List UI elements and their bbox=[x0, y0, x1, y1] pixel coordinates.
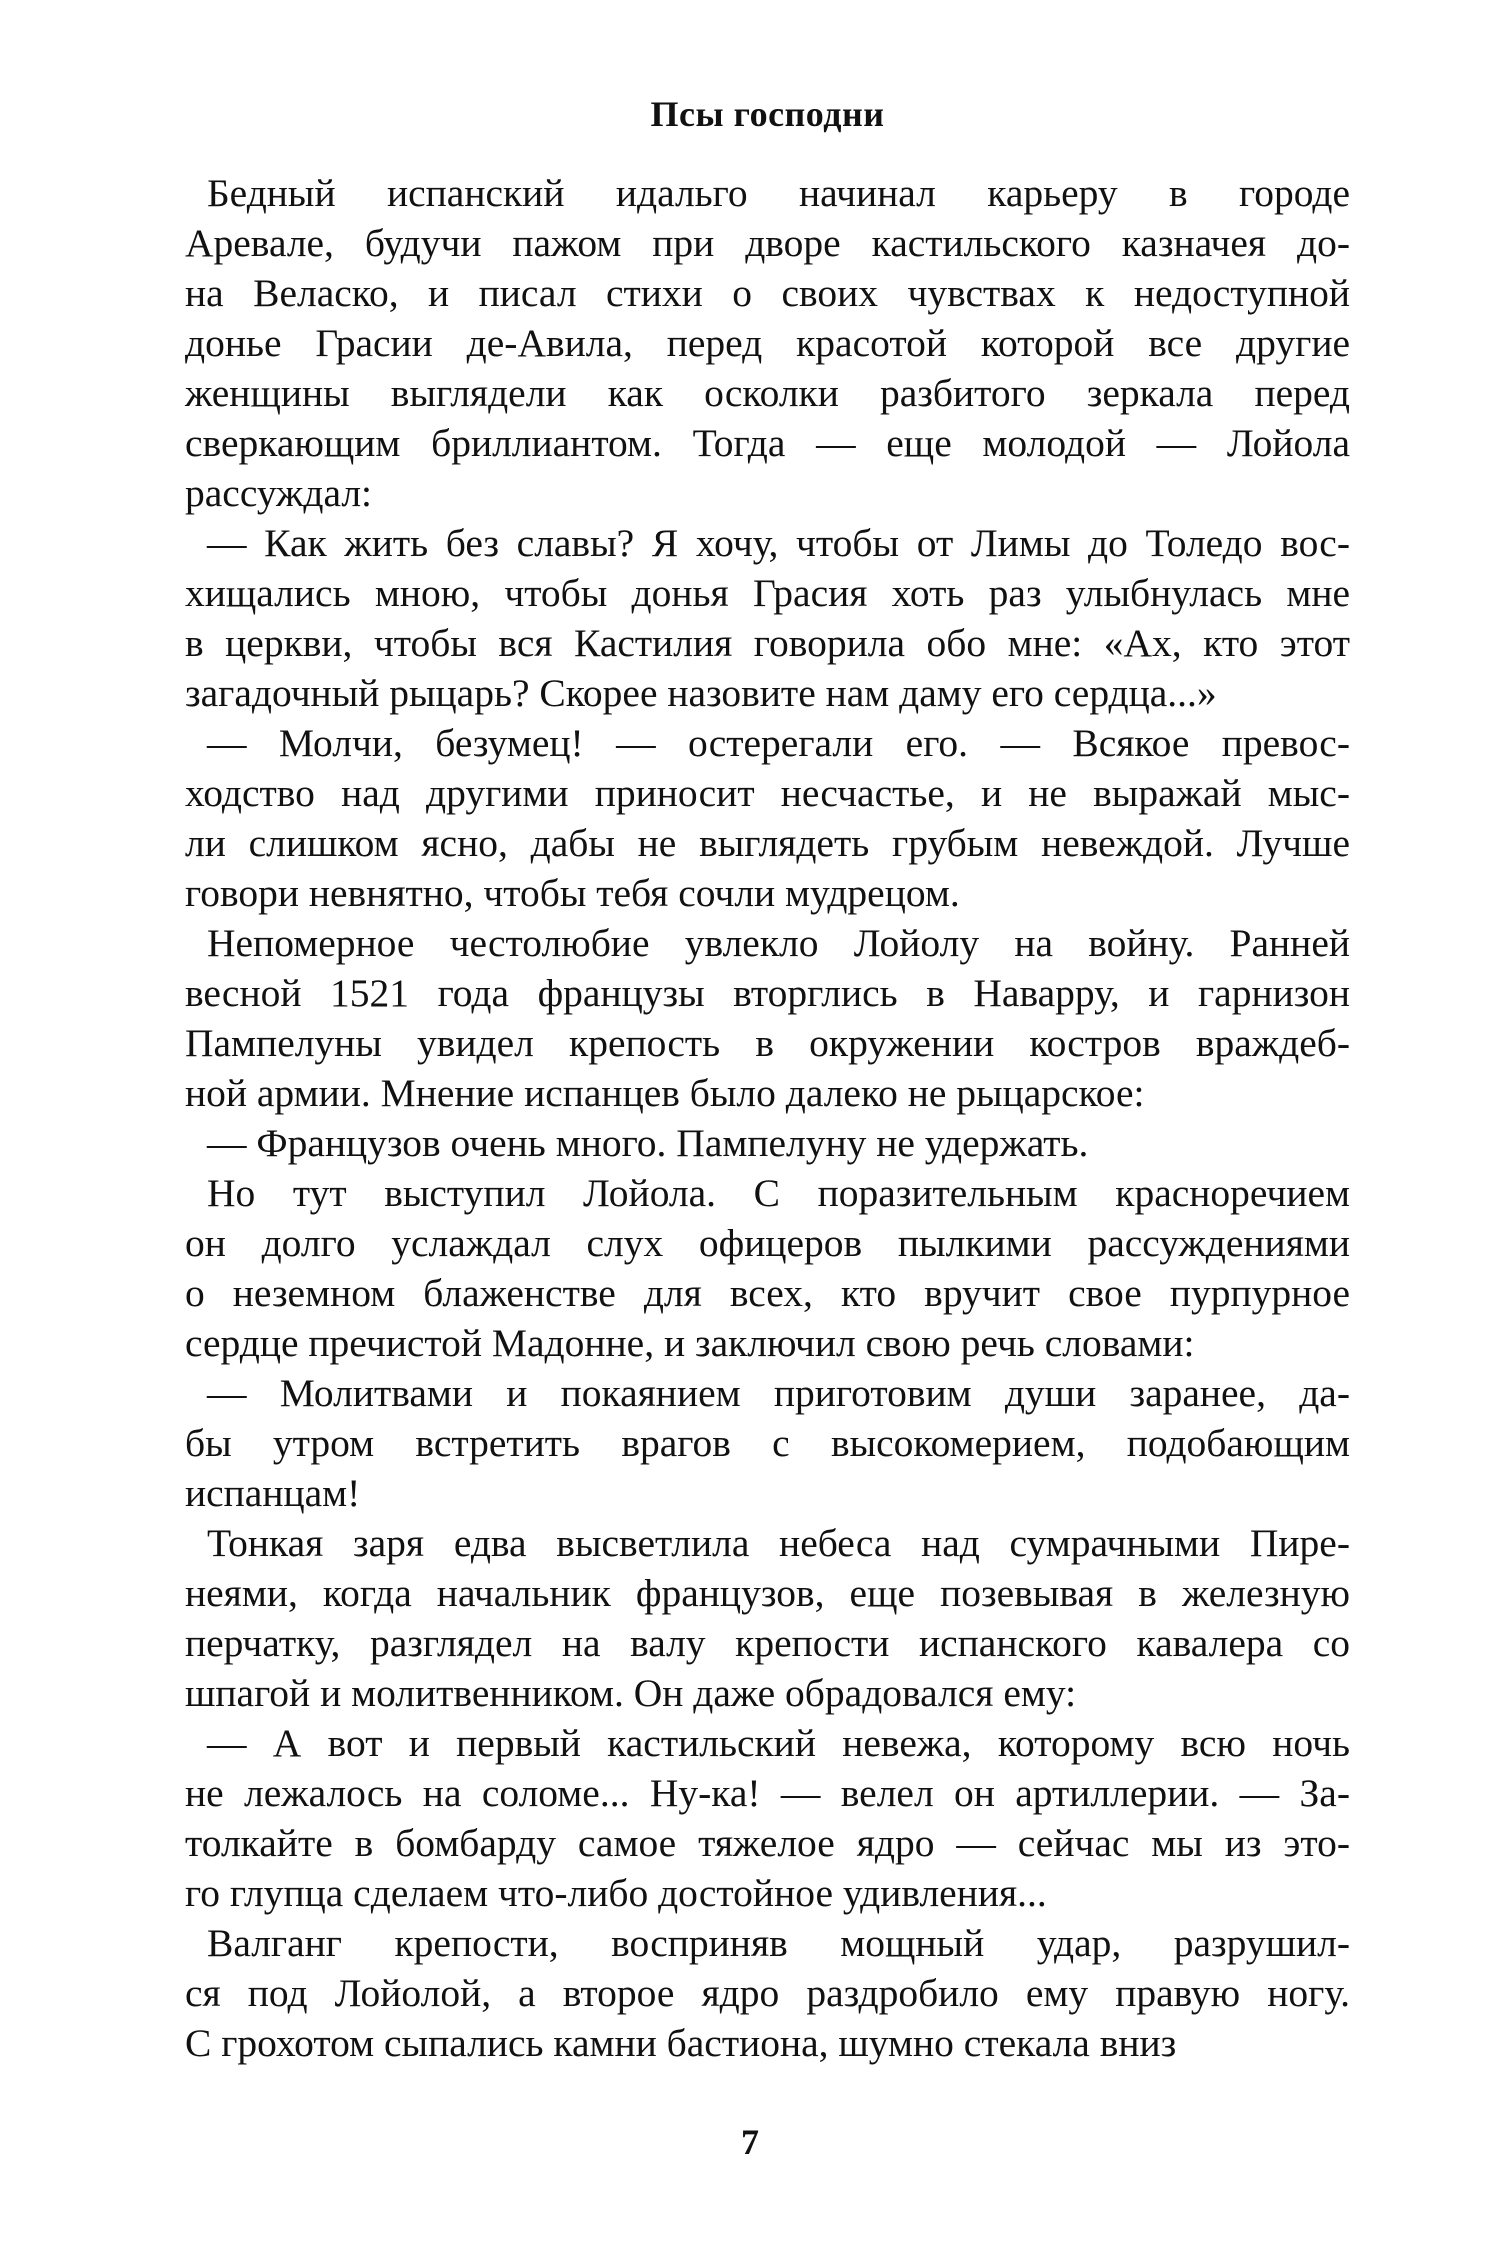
text-line: Но тут выступил Лойола. С поразительным красноречием bbox=[207, 1171, 1350, 1215]
text-line: испанцам! bbox=[185, 1471, 361, 1515]
text-line: ли слишком ясно, дабы не выглядеть грубым невеждой. Лучше bbox=[185, 821, 1350, 865]
text-line: — Молитвами и покаянием приготовим души заранее, да- bbox=[207, 1371, 1350, 1415]
text-line: — Французов очень много. Пампелуну не удержать. bbox=[207, 1121, 1089, 1165]
paragraph bbox=[185, 1918, 1350, 2068]
text-line: ходство над другими приносит несчастье, и не выражай мыс- bbox=[185, 771, 1350, 815]
text-line: Бедный испанский идальго начинал карьеру в городе bbox=[207, 171, 1350, 215]
paragraph bbox=[185, 168, 1350, 518]
text-line: весной 1521 года французы вторглись в Наварру, и гарнизон bbox=[185, 971, 1350, 1015]
text-line: Пампелуны увидел крепость в окружении костров враждеб- bbox=[185, 1021, 1350, 1065]
text-line: Аревале, будучи пажом при дворе кастильского казначея до- bbox=[185, 221, 1350, 265]
page-title: Псы господни bbox=[650, 94, 885, 134]
text-line: — Молчи, безумец! — остерегали его. — Всякое превос- bbox=[207, 721, 1350, 765]
text-line: перчатку, разглядел на валу крепости испанского кавалера со bbox=[185, 1621, 1350, 1665]
text-line: о неземном блаженстве для всех, кто вручит свое пурпурное bbox=[185, 1271, 1350, 1315]
text-line: на Веласко, и писал стихи о своих чувствах к недоступной bbox=[185, 271, 1350, 315]
text-line: толкайте в бомбарду самое тяжелое ядро — сейчас мы из это- bbox=[185, 1821, 1350, 1865]
text-line: шпагой и молитвенником. Он даже обрадовался ему: bbox=[185, 1671, 1077, 1715]
text-line: донье Грасии де-Авила, перед красотой которой все другие bbox=[185, 321, 1350, 365]
page-number: 7 bbox=[741, 2122, 759, 2162]
text-line: хищались мною, чтобы донья Грасия хоть раз улыбнулась мне bbox=[185, 571, 1350, 615]
text-line: Валганг крепости, восприняв мощный удар, разрушил- bbox=[207, 1921, 1350, 1965]
paragraph bbox=[185, 518, 1350, 718]
page-body bbox=[185, 92, 1350, 2068]
text-line: сверкающим бриллиантом. Тогда — еще молодой — Лойола bbox=[185, 421, 1350, 465]
text-line: не лежалось на соломе... Ну-ка! — велел он артиллерии. — За- bbox=[185, 1771, 1350, 1815]
text-line: в церкви, чтобы вся Кастилия говорила обо мне: «Ах, кто этот bbox=[185, 621, 1350, 665]
paragraph bbox=[185, 1718, 1350, 1918]
paragraph bbox=[185, 1368, 1350, 1518]
text-line: Тонкая заря едва высветлила небеса над сумрачными Пире- bbox=[207, 1521, 1350, 1565]
text-line: бы утром встретить врагов с высокомерием, подобающим bbox=[185, 1421, 1350, 1465]
paragraph bbox=[185, 1168, 1350, 1368]
text-line: — Как жить без славы? Я хочу, чтобы от Лимы до Толедо вос- bbox=[207, 521, 1350, 565]
text-line: ся под Лойолой, а второе ядро раздробило ему правую ногу. bbox=[185, 1971, 1350, 2015]
text-line: неями, когда начальник французов, еще позевывая в железную bbox=[185, 1571, 1350, 1615]
text-line: загадочный рыцарь? Скорее назовите нам даму его сердца...» bbox=[185, 671, 1217, 715]
paragraph bbox=[185, 718, 1350, 918]
text-line: С грохотом сыпались камни бастиона, шумно стекала вниз bbox=[185, 2021, 1177, 2065]
text-line: говори невнятно, чтобы тебя сочли мудрецом. bbox=[185, 871, 960, 915]
text-line: женщины выглядели как осколки разбитого зеркала перед bbox=[185, 371, 1350, 415]
paragraph bbox=[185, 918, 1350, 1118]
text-line: сердце пречистой Мадонне, и заключил свою речь словами: bbox=[185, 1321, 1195, 1365]
text-line: рассуждал: bbox=[185, 471, 373, 515]
text-line: он долго услаждал слух офицеров пылкими рассуждениями bbox=[185, 1221, 1350, 1265]
text-line: Непомерное честолюбие увлекло Лойолу на войну. Ранней bbox=[207, 921, 1350, 965]
paragraph bbox=[185, 1518, 1350, 1718]
text-line: ной армии. Мнение испанцев было далеко не рыцарское: bbox=[185, 1071, 1145, 1115]
text-line: — А вот и первый кастильский невежа, которому всю ночь bbox=[207, 1721, 1350, 1765]
paragraph bbox=[185, 1118, 1350, 1168]
text-line: го глупца сделаем что-либо достойное удивления... bbox=[185, 1871, 1047, 1915]
body-text bbox=[185, 168, 1350, 2068]
